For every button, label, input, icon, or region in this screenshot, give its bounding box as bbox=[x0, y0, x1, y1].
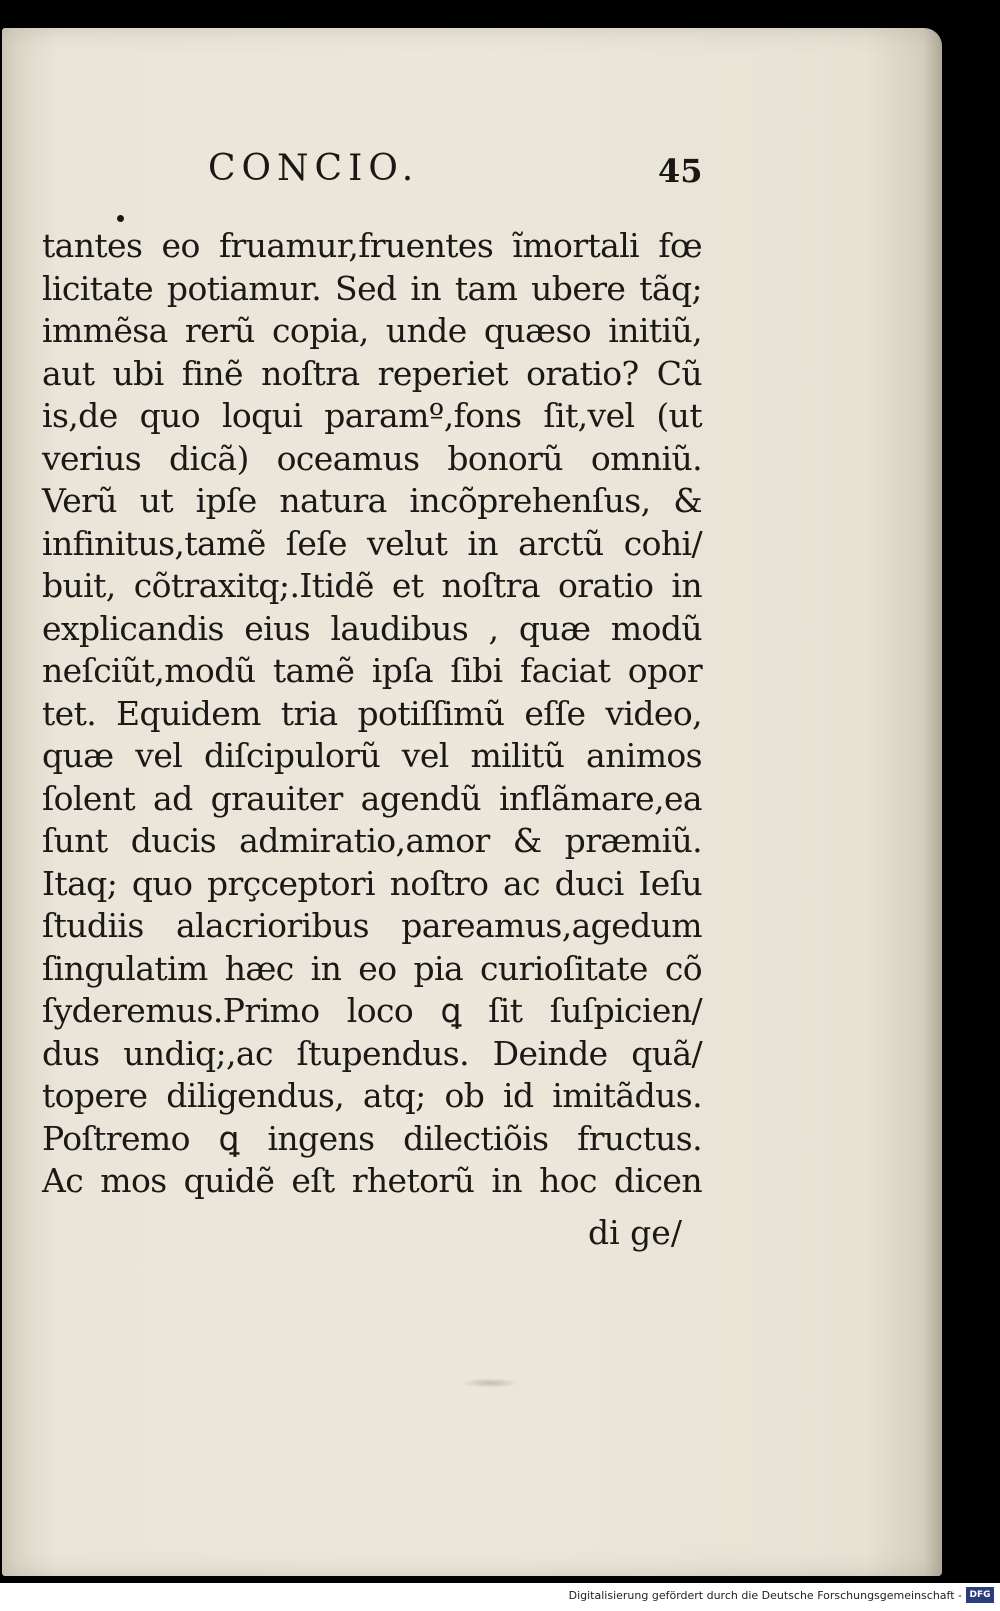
page-number: 45 bbox=[658, 152, 703, 190]
text-line: ſyderemus.Primo loco ꝗ ſit ſuſpicien/ bbox=[42, 991, 702, 1030]
text-line: immẽsa rerũ copia, unde quæso initiũ, bbox=[42, 311, 702, 350]
text-line: verius dicã) oceamus bonorũ omniũ. bbox=[42, 438, 702, 478]
catchword: di ge/ bbox=[588, 1213, 682, 1252]
page-edge-shadow bbox=[924, 28, 942, 1576]
text-line: tet. Equidem tria potiſſimũ eſſe video, bbox=[42, 693, 702, 733]
page-header bbox=[0, 148, 940, 198]
text-line: quæ vel diſcipulorũ vel militũ animos bbox=[42, 736, 702, 775]
text-line: topere diligendus, atq; ob id imitãdus. bbox=[42, 1076, 702, 1115]
body-text bbox=[42, 225, 702, 1203]
text-line: ſingulatim hæc in eo pia curioſitate cõ bbox=[42, 948, 702, 988]
text-line: ſtudiis alacrioribus pareamus,agedum bbox=[42, 906, 702, 945]
text-line: infinitus,tamẽ ſeſe velut in arctũ cohi/ bbox=[42, 523, 702, 563]
text-line: buit, cõtraxitq;.Itidẽ et noſtra oratio in bbox=[42, 566, 702, 605]
text-line: Poſtremo ꝗ ingens dilectiõis fructus. bbox=[42, 1118, 702, 1158]
text-line: ſolent ad grauiter agendũ inflãmare,ea bbox=[42, 778, 702, 818]
digitization-footer bbox=[0, 1583, 1000, 1611]
text-line: is,de quo loqui paramº,fons ſit,vel (ut bbox=[42, 396, 702, 435]
ink-smudge bbox=[460, 1378, 520, 1388]
text-line: dus undiq;,ac ſtupendus. Deinde quã/ bbox=[42, 1033, 702, 1073]
text-line: aut ubi finẽ noſtra reperiet oratio? Cũ bbox=[42, 353, 702, 393]
text-line: Ac mos quidẽ eſt rhetorũ in hoc dicen bbox=[42, 1161, 702, 1200]
text-line: ſunt ducis admiratio,amor & præmiũ. bbox=[42, 821, 702, 860]
text-line: licitate potiamur. Sed in tam ubere tãq; bbox=[42, 268, 702, 308]
text-line: neſciũt,modũ tamẽ ipſa ſibi faciat opor bbox=[42, 651, 702, 690]
text-line: tantes eo fruamur,fruentes ĩmortali fœ bbox=[42, 226, 702, 265]
ink-dot-mark bbox=[117, 215, 124, 222]
running-head: CONCIO. bbox=[208, 148, 420, 189]
text-line: Verũ ut ipſe natura incõprehenſus, & bbox=[42, 481, 702, 520]
text-line: explicandis eius laudibus , quæ modũ bbox=[42, 608, 702, 648]
funding-credit: Digitalisierung gefördert durch die Deutsche Forschungsgemeinschaft - bbox=[568, 1589, 962, 1602]
dfg-logo: DFG bbox=[966, 1587, 994, 1603]
text-line: Itaq; quo prçceptori noſtro ac duci Ieſu bbox=[42, 863, 702, 903]
